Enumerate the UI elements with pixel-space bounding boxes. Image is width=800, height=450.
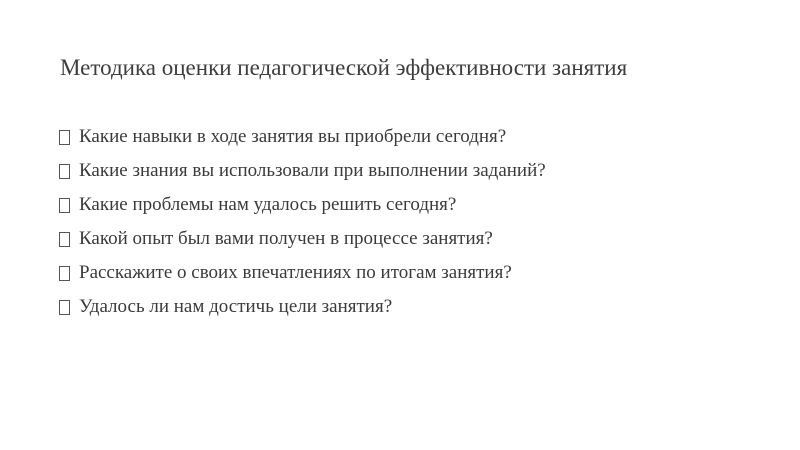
- list-item: [59, 188, 546, 222]
- question-text: Расскажите о своих впечатлениях по итогам занятия?: [79, 262, 512, 283]
- question-text: Какие знания вы использовали при выполнении заданий?: [79, 160, 546, 181]
- list-item: [59, 256, 546, 290]
- bullet-box-icon: [59, 232, 70, 247]
- list-item: [59, 222, 546, 256]
- question-text: Какие навыки в ходе занятия вы приобрели сегодня?: [79, 126, 507, 147]
- bullet-box-icon: [59, 164, 70, 179]
- question-text: Какие проблемы нам удалось решить сегодня?: [79, 194, 457, 215]
- question-text: Удалось ли нам достичь цели занятия?: [79, 296, 393, 317]
- slide-title: Методика оценки педагогической эффективности занятия: [60, 55, 628, 80]
- bullet-box-icon: [59, 198, 70, 213]
- bullet-box-icon: [59, 130, 70, 145]
- question-text: Какой опыт был вами получен в процессе занятия?: [79, 228, 493, 249]
- list-item: [59, 120, 546, 154]
- question-list: [59, 120, 546, 324]
- list-item: [59, 290, 546, 324]
- bullet-box-icon: [59, 300, 70, 315]
- bullet-box-icon: [59, 266, 70, 281]
- list-item: [59, 154, 546, 188]
